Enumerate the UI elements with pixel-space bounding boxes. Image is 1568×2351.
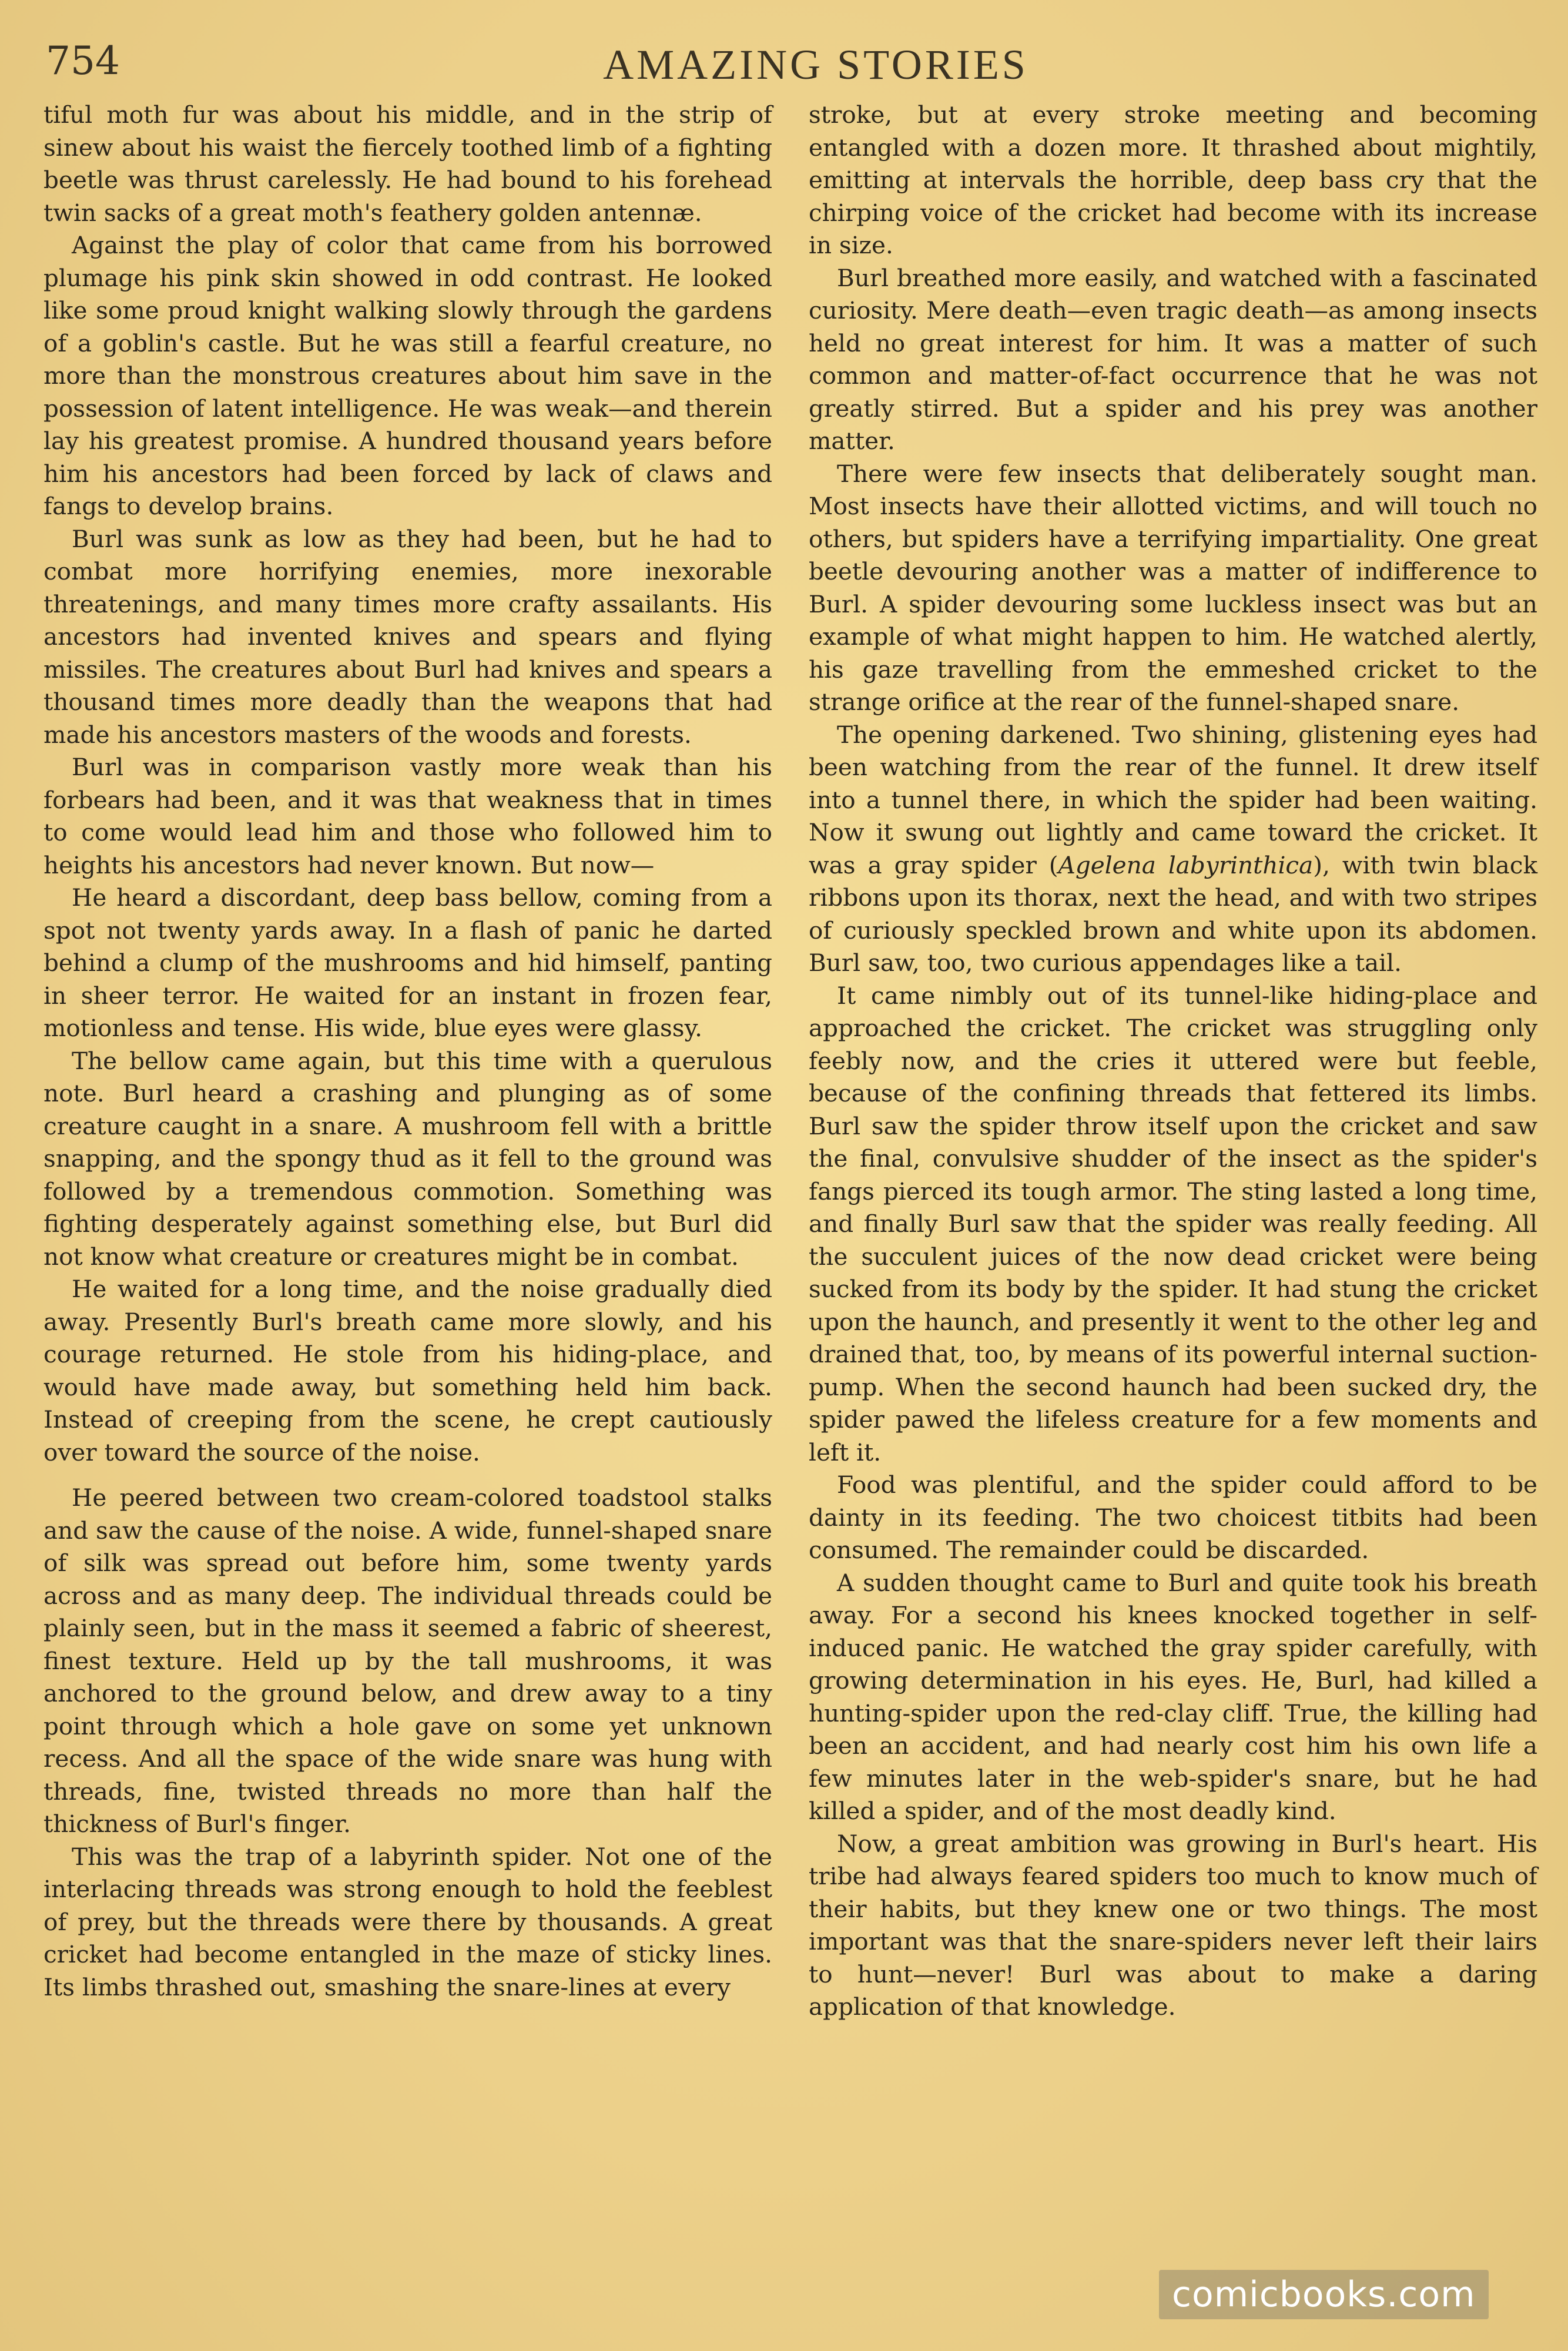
- paragraph: tiful moth fur was about his middle, and in the strip of sinew about his waist the fiercely toothed limb of a fighting beetle was thrust carelessly. He had bound to his forehead twin sacks of a great moth's feathery golden antennæ.: [43, 101, 772, 227]
- magazine-title: AMAZING STORIES: [603, 41, 1028, 88]
- paragraph: He waited for a long time, and the noise gradually died away. Presently Burl's breath came more slowly, and his courage returned. He stole from his hiding-place, and would have made away, but something held him back. Instead of creeping from the scene, he crept cautiously over toward the source of the noise.: [43, 1275, 772, 1466]
- paragraph: Burl was in comparison vastly more weak than his forbears had been, and it was that weakness that in times to come would lead him and those who followed him to heights his ancestors had never known. But now—: [43, 753, 772, 879]
- paragraph: It came nimbly out of its tunnel-like hiding-place and approached the cricket. The cricket was struggling only feebly now, and the cries it uttered were but feeble, because of the confining threads that fettered its limbs. Burl saw the spider throw itself upon the cricket and saw the final, convulsive shudder of the insect as the spider's fangs pierced its tough armor. The sting lasted a long time, and finally Burl saw that the spider was really feeding. All the succulent juices of the now dead cricket were being sucked from its body by the spider. It had stung the cricket upon the haunch, and presently it went to the other leg and drained that, too, by means of its powerful internal suction-pump. When the second haunch had been sucked dry, the spider pawed the lifeless creature for a few moments and left it.: [809, 981, 1537, 1466]
- paragraph: The bellow came again, but this time with a querulous note. Burl heard a crashing and plunging as of some creature caught in a snare. A mushroom fell with a brittle snapping, and the spongy thud as it fell to the ground was followed by a tremendous commotion. Something was fighting desperately against something else, but Burl did not know what creature or creatures might be in combat.: [43, 1046, 772, 1271]
- paragraph: Food was plentiful, and the spider could afford to be dainty in its feeding. The two choicest titbits had been consumed. The remainder could be discarded.: [809, 1471, 1537, 1564]
- watermark: comicbooks.com: [1159, 2270, 1489, 2319]
- paragraph: He peered between two cream-colored toadstool stalks and saw the cause of the noise. A wide, funnel-shaped snare of silk was spread out before him, some twenty yards across and as many deep. The individual threads could be plainly seen, but in the mass it seemed a fabric of sheerest, finest texture. Held up by the tall mushrooms, it was anchored to the ground below, and drew away to a tiny point through which a hole gave on some yet unknown recess. And all the space of the wide snare was hung with threads, fine, twisted threads no more than half the thickness of Burl's finger.: [43, 1483, 772, 1838]
- paragraph: The opening darkened. Two shining, glistening eyes had been watching from the rear of the funnel. It drew itself into a tunnel there, in which the spider had been waiting. Now it swung out lightly and came toward the cricket. It was a gray spider (Agelena labyrinthica), with twin black ribbons upon its thorax, next the head, and with two stripes of curiously speckled brown and white upon its abdomen. Burl saw, too, two curious appendages like a tail.: [809, 720, 1537, 977]
- page-header: [46, 32, 1527, 100]
- paragraph: Burl was sunk as low as they had been, but he had to combat more horrifying enemies, more inexorable threatenings, and many times more crafty assailants. His ancestors had invented knives and spears and flying missiles. The creatures about Burl had knives and spears a thousand times more deadly than the weapons that had made his ancestors masters of the woods and forests.: [43, 524, 772, 749]
- paragraph: There were few insects that deliberately sought man. Most insects have their allotted victims, and will touch no others, but spiders have a terrifying impartiality. One great beetle devouring another was a matter of indifference to Burl. A spider devouring some luckless insect was but an example of what might happen to him. He watched alertly, his gaze travelling from the emmeshed cricket to the strange orifice at the rear of the funnel-shaped snare.: [809, 459, 1537, 716]
- paragraph: He heard a discordant, deep bass bellow, coming from a spot not twenty yards away. In a flash of panic he darted behind a clump of the mushrooms and hid himself, panting in sheer terror. He waited for an instant in frozen fear, motionless and tense. His wide, blue eyes were glassy.: [43, 883, 772, 1042]
- page-number: 754: [46, 38, 120, 83]
- left-text-column: [43, 99, 772, 2004]
- paragraph: stroke, but at every stroke meeting and becoming entangled with a dozen more. It thrashed about mightily, emitting at intervals the horrible, deep bass cry that the chirping voice of the cricket had become with its increase in size.: [809, 101, 1537, 259]
- scientific-name: Agelena labyrinthica: [1058, 850, 1314, 879]
- paragraph: Burl breathed more easily, and watched with a fascinated curiosity. Mere death—even tragic death—as among insects held no great interest for him. It was a matter of such common and matter-of-fact occurrence that he was not greatly stirred. But a spider and his prey was another matter.: [809, 263, 1537, 455]
- paragraph: Against the play of color that came from his borrowed plumage his pink skin showed in odd contrast. He looked like some proud knight walking slowly through the gardens of a goblin's castle. But he was still a fearful creature, no more than the monstrous creatures about him save in the possession of latent intelligence. He was weak—and therein lay his greatest promise. A hundred thousand years before him his ancestors had been forced by lack of claws and fangs to develop brains.: [43, 231, 772, 520]
- paragraph: This was the trap of a labyrinth spider. Not one of the interlacing threads was strong enough to hold the feeblest of prey, but the threads were there by thousands. A great cricket had become entangled in the maze of sticky lines. Its limbs thrashed out, smashing the snare-lines at every: [43, 1842, 772, 2001]
- right-text-column: [809, 99, 1537, 2024]
- paragraph: A sudden thought came to Burl and quite took his breath away. For a second his knees knocked together in self-induced panic. He watched the gray spider carefully, with growing determination in his eyes. He, Burl, had killed a hunting-spider upon the red-clay cliff. True, the killing had been an accident, and had nearly cost him his own life a few minutes later in the web-spider's snare, but he had killed a spider, and of the most deadly kind.: [809, 1568, 1537, 1825]
- paragraph: Now, a great ambition was growing in Burl's heart. His tribe had always feared spiders too much to know much of their habits, but they knew one or two things. The most important was that the snare-spiders never left their lairs to hunt—never! Burl was about to make a daring application of that knowledge.: [809, 1829, 1537, 2021]
